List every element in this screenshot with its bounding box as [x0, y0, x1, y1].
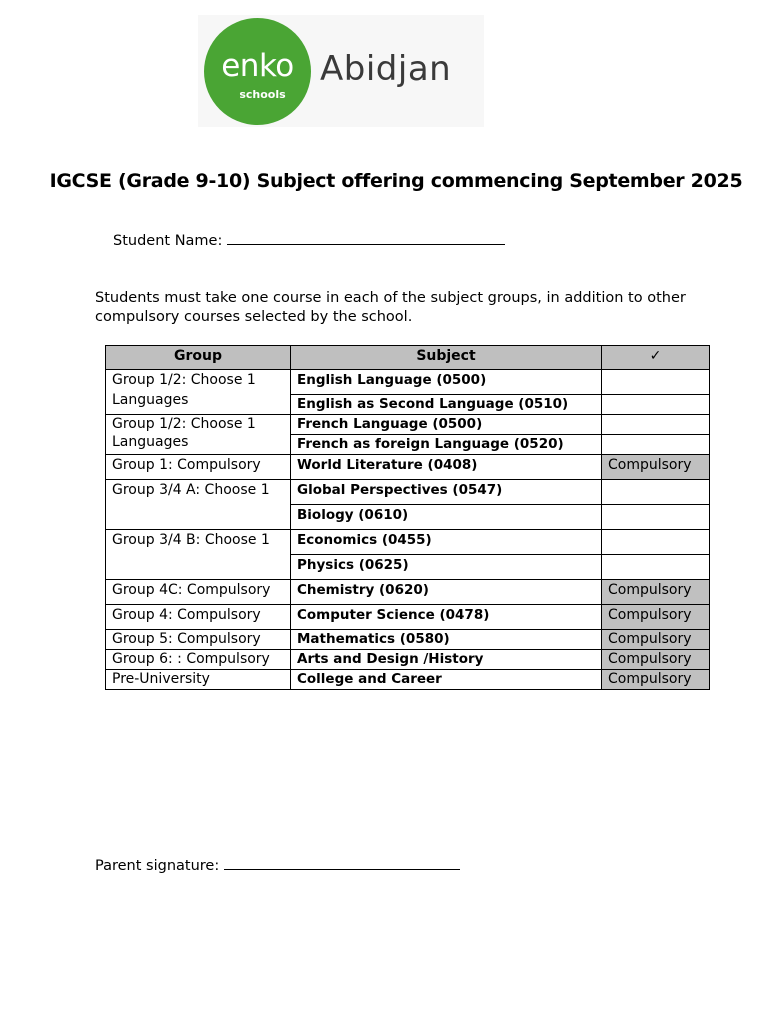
check-cell[interactable] — [602, 370, 710, 395]
group-cell: Group 3/4 B: Choose 1 — [106, 530, 291, 580]
table-row — [106, 580, 710, 605]
group-cell: Group 3/4 A: Choose 1 — [106, 480, 291, 530]
group-cell: Group 4: Compulsory — [106, 605, 291, 630]
subject-cell: World Literature (0408) — [291, 455, 602, 480]
check-cell[interactable] — [602, 415, 710, 435]
check-cell[interactable] — [602, 395, 710, 415]
header-group: Group — [106, 346, 291, 370]
parent-signature-blank[interactable] — [224, 857, 460, 870]
group-cell: Group 6: : Compulsory — [106, 650, 291, 670]
table-row — [106, 480, 710, 505]
logo-circle — [204, 18, 311, 125]
table-row — [106, 415, 710, 435]
parent-signature-field — [95, 857, 460, 874]
subject-cell: Biology (0610) — [291, 505, 602, 530]
subject-cell: French as foreign Language (0520) — [291, 435, 602, 455]
school-logo — [198, 15, 484, 127]
compulsory-cell: Compulsory — [602, 455, 710, 480]
table-row — [106, 650, 710, 670]
subject-cell: English as Second Language (0510) — [291, 395, 602, 415]
compulsory-cell: Compulsory — [602, 580, 710, 605]
check-cell[interactable] — [602, 480, 710, 505]
header-check: ✓ — [602, 346, 710, 370]
table-row — [106, 455, 710, 480]
subject-cell: French Language (0500) — [291, 415, 602, 435]
check-cell[interactable] — [602, 505, 710, 530]
compulsory-cell: Compulsory — [602, 650, 710, 670]
table-row — [106, 605, 710, 630]
parent-signature-label: Parent signature: — [95, 858, 220, 874]
intro-text: Students must take one course in each of the subject groups, in addition to other compulsory courses selected by the school. — [95, 290, 686, 325]
check-cell[interactable] — [602, 530, 710, 555]
subject-cell: College and Career — [291, 670, 602, 690]
subject-cell: English Language (0500) — [291, 370, 602, 395]
student-name-label: Student Name: — [113, 233, 223, 249]
header-subject: Subject — [291, 346, 602, 370]
page-title: IGCSE (Grade 9-10) Subject offering commencing September 2025 — [49, 170, 743, 192]
table-row — [106, 370, 710, 395]
subject-cell: Computer Science (0478) — [291, 605, 602, 630]
group-cell: Group 4C: Compulsory — [106, 580, 291, 605]
group-cell: Pre-University — [106, 670, 291, 690]
subject-table — [105, 345, 710, 690]
table-row — [106, 670, 710, 690]
group-cell: Group 1/2: Choose 1 Languages — [106, 370, 291, 415]
compulsory-cell: Compulsory — [602, 670, 710, 690]
subject-cell: Global Perspectives (0547) — [291, 480, 602, 505]
logo-brand-text: enko — [221, 48, 294, 84]
table-row — [106, 630, 710, 650]
logo-city-text: Abidjan — [320, 49, 452, 89]
check-cell[interactable] — [602, 555, 710, 580]
subject-cell: Economics (0455) — [291, 530, 602, 555]
subject-cell: Mathematics (0580) — [291, 630, 602, 650]
group-cell: Group 1: Compulsory — [106, 455, 291, 480]
subject-cell: Arts and Design /History — [291, 650, 602, 670]
subject-cell: Physics (0625) — [291, 555, 602, 580]
subject-cell: Chemistry (0620) — [291, 580, 602, 605]
compulsory-cell: Compulsory — [602, 630, 710, 650]
compulsory-cell: Compulsory — [602, 605, 710, 630]
check-cell[interactable] — [602, 435, 710, 455]
group-cell: Group 5: Compulsory — [106, 630, 291, 650]
student-name-blank[interactable] — [227, 232, 505, 245]
table-row — [106, 530, 710, 555]
student-name-field — [113, 232, 505, 249]
group-cell: Group 1/2: Choose 1 Languages — [106, 415, 291, 455]
logo-sub-text: schools — [239, 88, 286, 101]
